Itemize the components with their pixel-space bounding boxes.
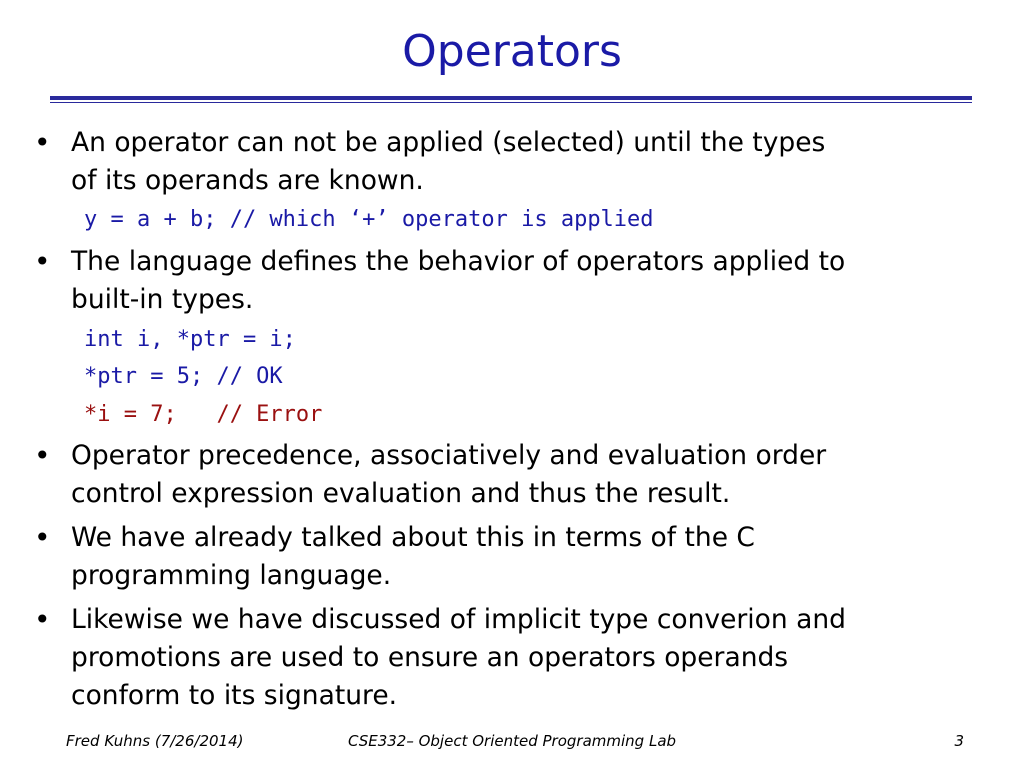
bullet-text: conform to its signature. bbox=[71, 680, 398, 711]
bullet-text: of its operands are known. bbox=[71, 165, 424, 196]
bullet-marker: • bbox=[34, 245, 51, 278]
bullet-text: built-in types. bbox=[71, 284, 254, 315]
bullet-marker: • bbox=[34, 439, 51, 472]
footer-author: Fred Kuhns (7/26/2014) bbox=[66, 732, 244, 750]
title-divider-thin bbox=[50, 102, 972, 103]
bullet-text: An operator can not be applied (selected) until the types bbox=[71, 127, 826, 158]
code-line-error: *i = 7; // Error bbox=[84, 402, 323, 427]
bullet-text: promotions are used to ensure an operators operands bbox=[71, 642, 789, 673]
slide-title: Operators bbox=[402, 26, 622, 77]
bullet-text: The language defines the behavior of operators applied to bbox=[71, 246, 846, 277]
bullet-marker: • bbox=[34, 603, 51, 636]
bullet-text: programming language. bbox=[71, 560, 392, 591]
bullet-marker: • bbox=[34, 126, 51, 159]
footer-course: CSE332– Object Oriented Programming Lab bbox=[347, 732, 677, 750]
title-divider-thick bbox=[50, 96, 972, 100]
bullet-text: We have already talked about this in terms of the C bbox=[71, 522, 755, 553]
bullet-text: Operator precedence, associatively and evaluation order bbox=[71, 440, 827, 471]
code-line: int i, *ptr = i; bbox=[84, 327, 296, 352]
footer-page-number: 3 bbox=[954, 732, 964, 750]
bullet-marker: • bbox=[34, 521, 51, 554]
bullet-text: Likewise we have discussed of implicit type converion and bbox=[71, 604, 846, 635]
bullet-text: control expression evaluation and thus the result. bbox=[71, 478, 731, 509]
code-line: *ptr = 5; // OK bbox=[84, 364, 283, 389]
code-line: y = a + b; // which ‘+’ operator is applied bbox=[84, 207, 654, 232]
